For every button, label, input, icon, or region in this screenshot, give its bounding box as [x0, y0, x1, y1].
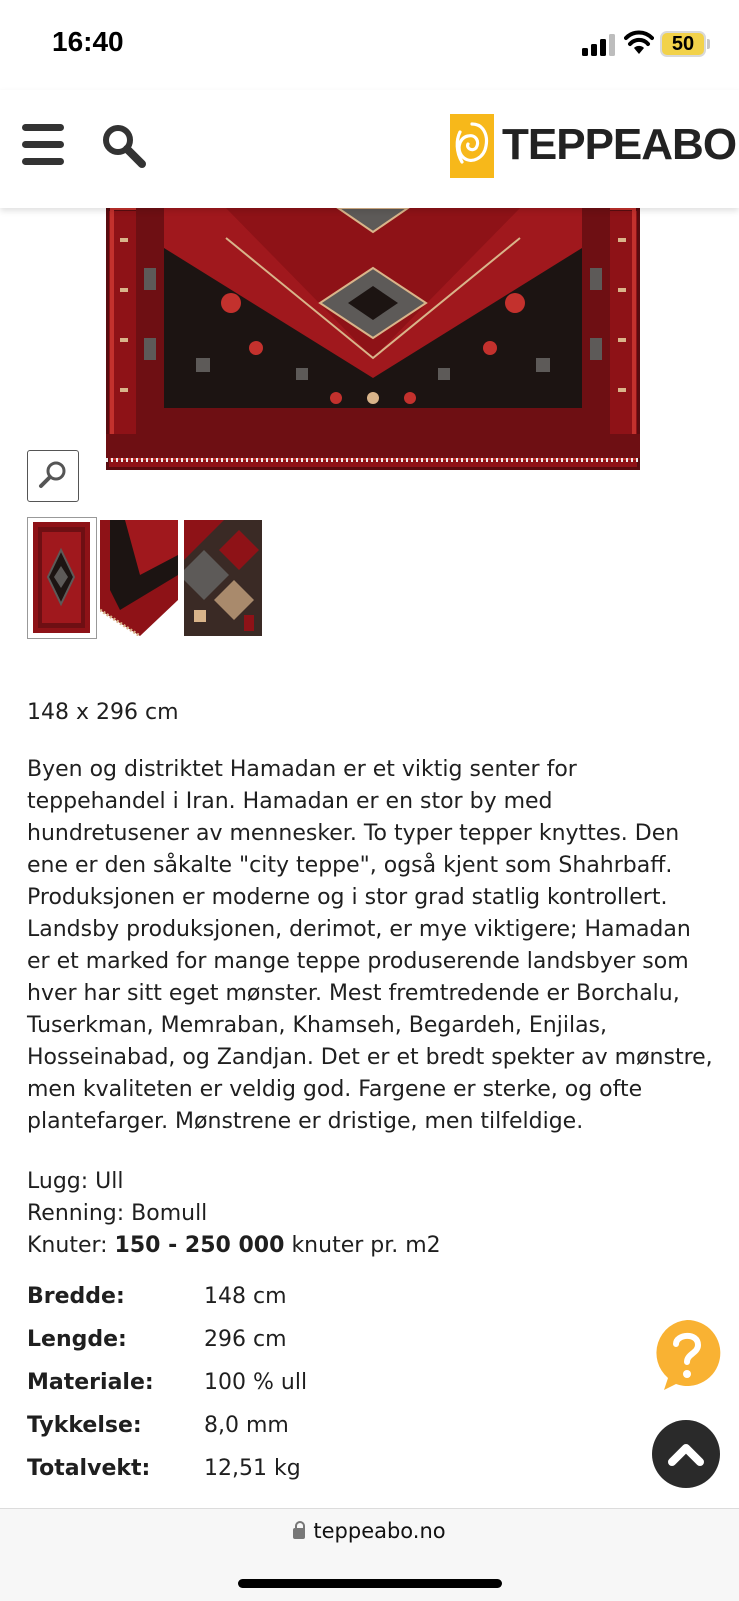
- spec-label: Tykkelse:: [27, 1413, 142, 1438]
- pile-attribute: Lugg: Ull: [27, 1169, 124, 1194]
- url-bar[interactable]: [0, 1519, 739, 1543]
- logo-mark: [450, 114, 494, 178]
- signal-icon: [582, 34, 616, 56]
- spec-value: 148 cm: [204, 1284, 287, 1309]
- spec-row-length: [27, 1327, 427, 1359]
- spec-value: 12,51 kg: [204, 1456, 301, 1481]
- status-time: 16:40: [52, 26, 124, 57]
- wifi-icon: [624, 30, 654, 56]
- product-attributes: [27, 1166, 441, 1262]
- help-button[interactable]: [652, 1318, 722, 1392]
- search-icon[interactable]: [100, 122, 148, 170]
- spec-label: Lengde:: [27, 1327, 127, 1352]
- warp-attribute: Renning: Bomull: [27, 1201, 208, 1226]
- browser-bottom-bar: [0, 1508, 739, 1601]
- product-image[interactable]: [106, 208, 640, 470]
- lock-icon: [293, 1528, 305, 1539]
- rug-front-thumbnail[interactable]: [27, 517, 97, 639]
- logo[interactable]: [450, 114, 737, 178]
- status-bar: [0, 0, 739, 90]
- spec-value: 100 % ull: [204, 1370, 308, 1395]
- url-text: teppeabo.no: [313, 1519, 446, 1543]
- spec-row-material: [27, 1370, 427, 1402]
- magnifier-icon: [28, 451, 78, 501]
- spec-label: Totalvekt:: [27, 1456, 151, 1481]
- spec-row-thickness: [27, 1413, 427, 1445]
- spec-value: 296 cm: [204, 1327, 287, 1352]
- menu-icon[interactable]: [22, 124, 64, 166]
- battery-icon: 50: [660, 31, 706, 57]
- scroll-to-top-button[interactable]: [652, 1420, 720, 1488]
- question-icon: [683, 1370, 691, 1378]
- product-size: 148 x 296 cm: [27, 700, 179, 725]
- knots-label: Knuter:: [27, 1233, 108, 1258]
- site-header: [0, 90, 739, 208]
- logo-text: TEPPEABO: [502, 120, 737, 169]
- spec-label: Materiale:: [27, 1370, 154, 1395]
- spec-row-weight: [27, 1456, 427, 1488]
- battery-nub: [707, 39, 710, 49]
- rug-corner-thumbnail[interactable]: [100, 520, 178, 636]
- spec-value: 8,0 mm: [204, 1413, 289, 1438]
- product-description: Byen og distriktet Hamadan er et viktig senter for teppehandel i Iran. Hamadan er en stor by med hundretusener av mennesker. To typer tepper knyttes. Den ene er den såkalte "city teppe", også kjent som Shahrbaff. Produksjonen er moderne og i stor grad statlig kontrollert. Landsby produksjonen, derimot, er mye viktigere; Hamadan er et marked for mange teppe produserende landsbyer som hver har sitt eget mønster. Mest fremtredende er Borchalu, Tuserkman, Memraban, Khamseh, Begardeh, Enjilas, Hosseinabad, og Zandjan. Det er et bredt spekter av mønstre, men kvaliteten er veldig god. Fargene er sterke, og ofte plantefarger. Mønstrene er dristige, men tilfeldige.: [27, 757, 713, 1134]
- knots-value: 150 - 250 000: [114, 1233, 285, 1258]
- chevron-up-icon: [652, 1420, 720, 1488]
- spec-row-width: [27, 1284, 427, 1316]
- home-indicator[interactable]: [238, 1579, 502, 1588]
- rug-closeup-thumbnail[interactable]: [184, 520, 262, 636]
- spec-label: Bredde:: [27, 1284, 125, 1309]
- knots-attribute: [27, 1230, 441, 1262]
- zoom-button[interactable]: [27, 450, 79, 502]
- knots-suffix: knuter pr. m2: [291, 1233, 441, 1258]
